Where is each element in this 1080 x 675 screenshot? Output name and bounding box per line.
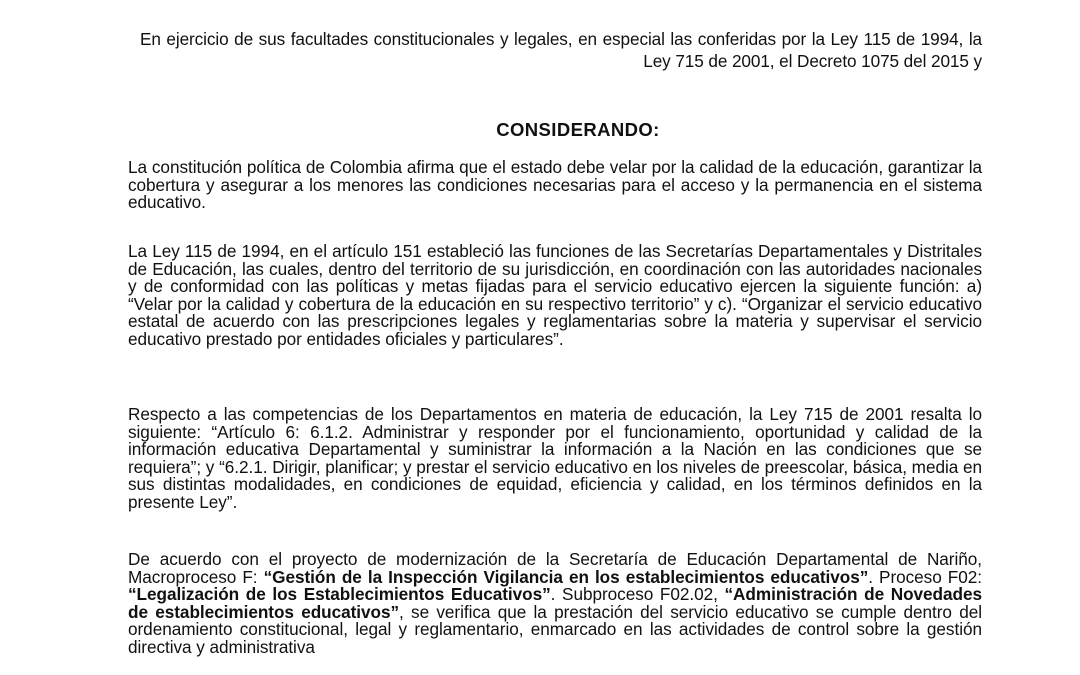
paragraph-ley-115: La Ley 115 de 1994, en el artículo 151 estableció las funciones de las Secretarías Departamentales y Distritales de Educación, las cuales, dentro del territorio de su jurisdicción, en coordinación con las autoridades nacionales y de conformidad con las políticas y metas fijadas para el servicio educativo ejercen la siguiente función: a) “Velar por la calidad y cobertura de la educación en su respectivo territorio” y c). “Organizar el servicio educativo estatal de acuerdo con las prescripciones legales y reglamentarias sobre la materia y supervisar el servicio educativo prestado por entidades oficiales y particulares”. [128,241,982,349]
p4-text-3: . Subproceso F02.02, [550,584,725,605]
p4-bold-subproceso: “Administración de Novedades de establecimientos educativos” [128,584,982,622]
p4-bold-macroproceso: “Gestión de la Inspección Vigilancia en los establecimientos educativos” [263,566,869,587]
paragraph-constitution: La constitución política de Colombia afirma que el estado debe velar por la calidad de la educación, garantizar la cobertura y asegurar a los menores las condiciones necesarias para el acceso y la permanencia en el sistema educativo. [128,157,982,213]
paragraph-ley-715: Respecto a las competencias de los Departamentos en materia de educación, la Ley 715 de 2001 resalta lo siguiente: “Artículo 6: 6.1.2. Administrar y responder por el funcionamiento, oportunidad y calidad de la información educativa Departamental y suministrar la información a la Nación en las condiciones que se requiera”; y “6.2.1. Dirigir, planificar; y prestar el servicio educativo en los niveles de preescolar, básica, media en sus distintas modalidades, en condiciones de equidad, eficiencia y calidad, en los términos definidos en la presente Ley”. [128,404,982,512]
p4-bold-proceso: “Legalización de los Establecimientos Educativos” [128,584,551,605]
p4-text-2: . Proceso F02: [868,566,982,587]
section-heading: CONSIDERANDO: [496,119,660,140]
intro-paragraph: En ejercicio de sus facultades constitucionales y legales, en especial las conferidas por la Ley 115 de 1994, la Ley 715 de 2001, el Decreto 1075 del 2015 y [140,29,982,71]
paragraph-modernization [128,551,982,657]
p4-text-1: De acuerdo con el proyecto de modernización de la Secretaría de Educación Departamental de Nariño, Macroproceso F: [128,549,982,587]
p4-text-4: , se verifica que la prestación del servicio educativo se cumple dentro del ordenamiento constitucional, legal y reglamentario, enmarcado en las actividades de control sobre la gestión directiva y administrativa [128,601,983,657]
